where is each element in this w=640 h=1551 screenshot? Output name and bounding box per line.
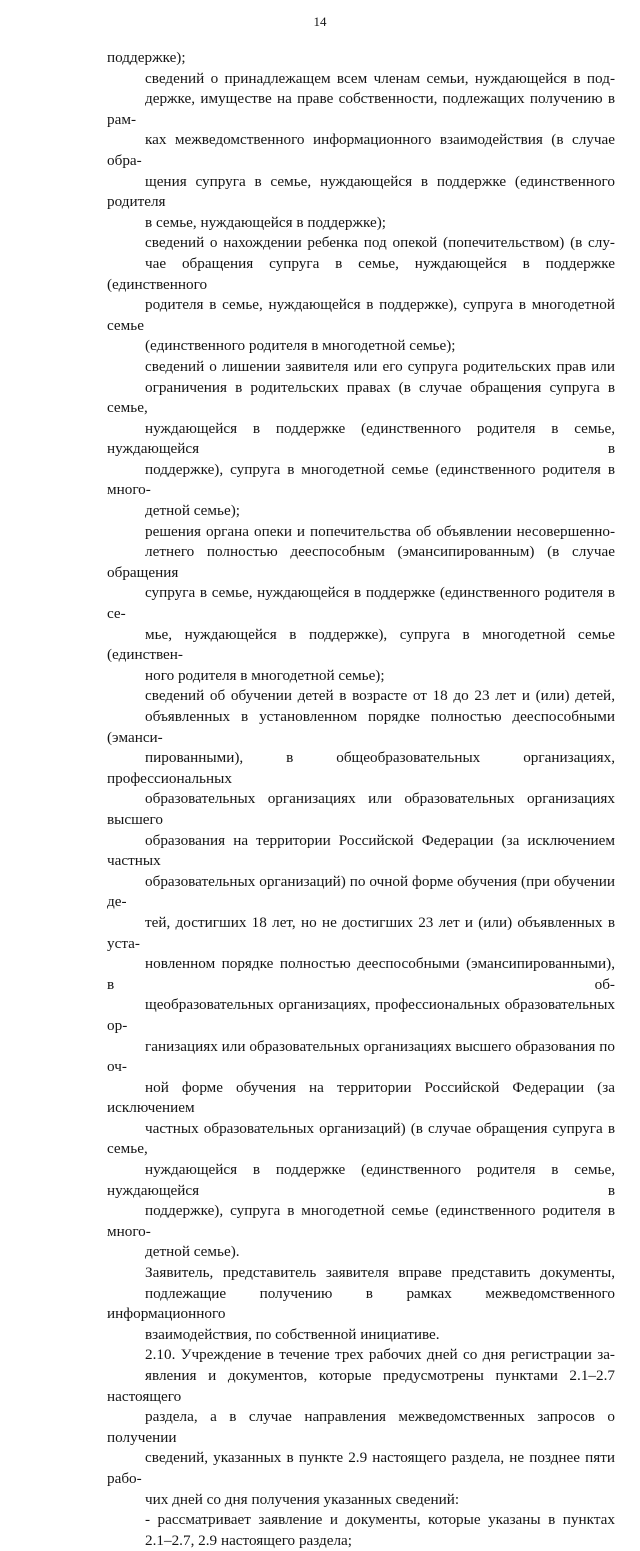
text-line: подлежащие получению в рамках межведомственного информационного bbox=[107, 1284, 615, 1323]
text-line: объявленных в установленном порядке полностью дееспособными (эманси- bbox=[107, 708, 615, 746]
text-line: мье, нуждающейся в поддержке), супруга в многодетной семье (единствен- bbox=[107, 625, 615, 664]
text-line: ного родителя в многодетной семье); bbox=[145, 666, 385, 684]
text-line: сведений о принадлежащем всем членам семьи, нуждающейся в под- bbox=[145, 69, 615, 87]
text-line: новленном порядке полностью дееспособными (эмансипированными), в об- bbox=[107, 955, 615, 993]
text-line: чае обращения супруга в семье, нуждающейся в поддержке (единственного bbox=[107, 254, 615, 293]
text-line: 2.1–2.7, 2.9 настоящего раздела; bbox=[145, 1531, 353, 1549]
paragraph bbox=[107, 686, 615, 1263]
text-line: детной семье). bbox=[145, 1243, 240, 1261]
paragraph bbox=[107, 48, 615, 69]
paragraph bbox=[107, 357, 615, 522]
text-line: сведений, указанных в пункте 2.9 настоящего раздела, не позднее пяти рабо- bbox=[107, 1449, 615, 1487]
text-line: сведений об обучении детей в возрасте от 18 до 23 лет и (или) детей, bbox=[145, 687, 615, 705]
text-line: Заявитель, представитель заявителя вправе представить документы, bbox=[145, 1264, 615, 1282]
paragraph bbox=[107, 522, 615, 687]
text-line: детной семье); bbox=[145, 502, 240, 520]
text-line: сведений о лишении заявителя или его супруга родительских прав или bbox=[145, 357, 615, 375]
paragraph bbox=[107, 1263, 615, 1345]
text-line: решения органа опеки и попечительства об объявлении несовершенно- bbox=[145, 522, 615, 540]
text-line: ках межведомственного информационного взаимодействия (в случае обра- bbox=[107, 131, 615, 169]
text-line: образовательных организаций) по очной форме обучения (при обучении де- bbox=[107, 872, 615, 911]
document-body bbox=[107, 48, 615, 1551]
text-line: раздела, а в случае направления межведомственных запросов о получении bbox=[107, 1408, 615, 1446]
text-line: щеобразовательных организациях, профессиональных образовательных ор- bbox=[107, 996, 615, 1034]
text-line: летнего полностью дееспособным (эмансипированным) (в случае обращения bbox=[107, 543, 615, 581]
text-line: нуждающейся в поддержке (единственного родителя в семье, нуждающейся в bbox=[107, 1161, 615, 1199]
text-line: тей, достигших 18 лет, но не достигших 23 лет и (или) объявленных в уста- bbox=[107, 913, 615, 952]
text-line: явления и документов, которые предусмотрены пунктами 2.1–2.7 настоящего bbox=[107, 1367, 615, 1405]
text-line: супруга в семье, нуждающейся в поддержке (единственного родителя в се- bbox=[107, 584, 615, 623]
text-line: частных образовательных организаций) (в случае обращения супруга в семье, bbox=[107, 1119, 615, 1158]
text-line: взаимодействия, по собственной инициативе. bbox=[145, 1325, 440, 1343]
page-number: 14 bbox=[313, 14, 327, 29]
text-line: поддержке), супруга в многодетной семье (единственного родителя в много- bbox=[107, 1202, 615, 1240]
paragraph bbox=[107, 1510, 615, 1551]
text-line: ограничения в родительских правах (в случае обращения супруга в семье, bbox=[107, 378, 615, 417]
paragraph bbox=[107, 233, 615, 357]
text-line: образовательных организациях или образовательных организациях высшего bbox=[107, 790, 615, 828]
text-line: сведений о нахождении ребенка под опекой (попечительством) (в слу- bbox=[145, 234, 615, 252]
text-line: держке, имуществе на праве собственности, подлежащих получению в рам- bbox=[107, 90, 615, 128]
text-line: нуждающейся в поддержке (единственного родителя в семье, нуждающейся в bbox=[107, 419, 615, 458]
text-line: родителя в семье, нуждающейся в поддержке), супруга в многодетной семье bbox=[107, 296, 615, 334]
text-line: 2.10. Учреждение в течение трех рабочих дней со дня регистрации за- bbox=[145, 1346, 615, 1364]
paragraph bbox=[107, 69, 615, 234]
text-line: ной форме обучения на территории Российской Федерации (за исключением bbox=[107, 1078, 615, 1117]
text-line: поддержке); bbox=[107, 49, 186, 66]
text-line: образования на территории Российской Федерации (за исключением частных bbox=[107, 831, 615, 870]
text-line: щения супруга в семье, нуждающейся в поддержке (единственного родителя bbox=[107, 172, 615, 211]
paragraph bbox=[107, 1345, 615, 1510]
text-line: в семье, нуждающейся в поддержке); bbox=[145, 213, 386, 231]
text-line: пированными), в общеобразовательных организациях, профессиональных bbox=[107, 749, 615, 787]
text-line: поддержке), супруга в многодетной семье (единственного родителя в много- bbox=[107, 460, 615, 499]
text-line: - рассматривает заявление и документы, которые указаны в пунктах bbox=[145, 1511, 615, 1529]
text-line: (единственного родителя в многодетной семье); bbox=[145, 337, 456, 355]
text-line: чих дней со дня получения указанных сведений: bbox=[145, 1490, 460, 1508]
text-line: ганизациях или образовательных организациях высшего образования по оч- bbox=[107, 1037, 615, 1076]
